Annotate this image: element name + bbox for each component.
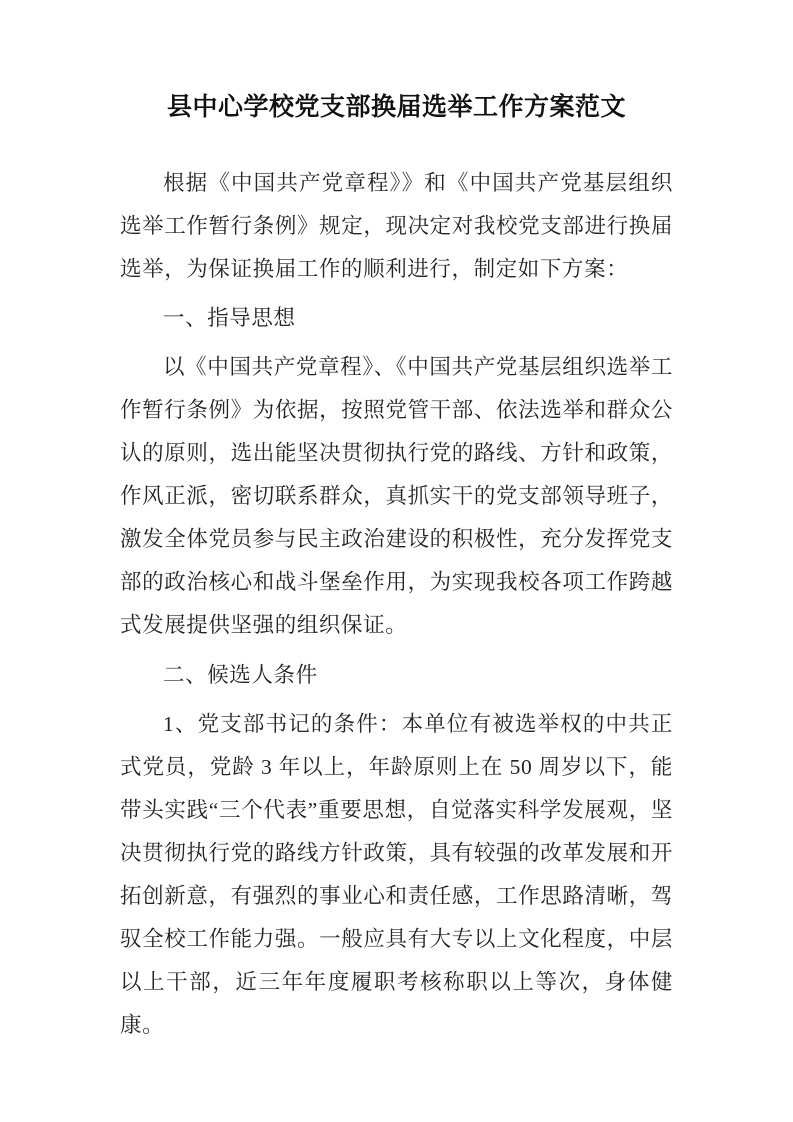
section-heading-two: 二、候选人条件 bbox=[163, 663, 318, 687]
paragraph-gap bbox=[120, 647, 673, 654]
section-one-paragraph: 以《中国共产党章程》、《中国共产党基层组织选举工作暂行条例》为依据，按照党管干部、依法选举和群众公认的原则，选出能坚决贯彻执行党的路线、方针和政策，作风正派，密切联系群众，真抓实干的党支部领导班子，激发全体党员参与民主政治建设的积极性，充分发挥党支部的政治核心和战斗堡垒作用，为实现我校各项工作跨越式发展提供坚强的组织保证。 bbox=[120, 355, 673, 637]
section-two-item-one: 1、党支部书记的条件：本单位有被选举权的中共正式党员，党龄 3 年以上，年龄原则上在 50 周岁以下，能带头实践“三个代表”重要思想，自觉落实科学发展观，坚决贯彻执行党的路线方针政策，具有较强的改革发展和开拓创新意，有强烈的事业心和责任感，工作思路清晰，驾驭全校工作能力强。一般应具有大专以上文化程度，中层以上干部，近三年年度履职考核称职以上等次，身体健康。 bbox=[120, 712, 673, 1037]
page-title: 县中心学校党支部换届选举工作方案范文 bbox=[166, 94, 626, 121]
document-text-column bbox=[120, 88, 673, 1047]
section-heading-one: 一、指导思想 bbox=[163, 306, 296, 330]
intro-paragraph: 根据《中国共产党章程》》和《中国共产党基层组织选举工作暂行条例》规定，现决定对我校党支部进行换届选举，为保证换届工作的顺利进行，制定如下方案： bbox=[120, 171, 673, 281]
